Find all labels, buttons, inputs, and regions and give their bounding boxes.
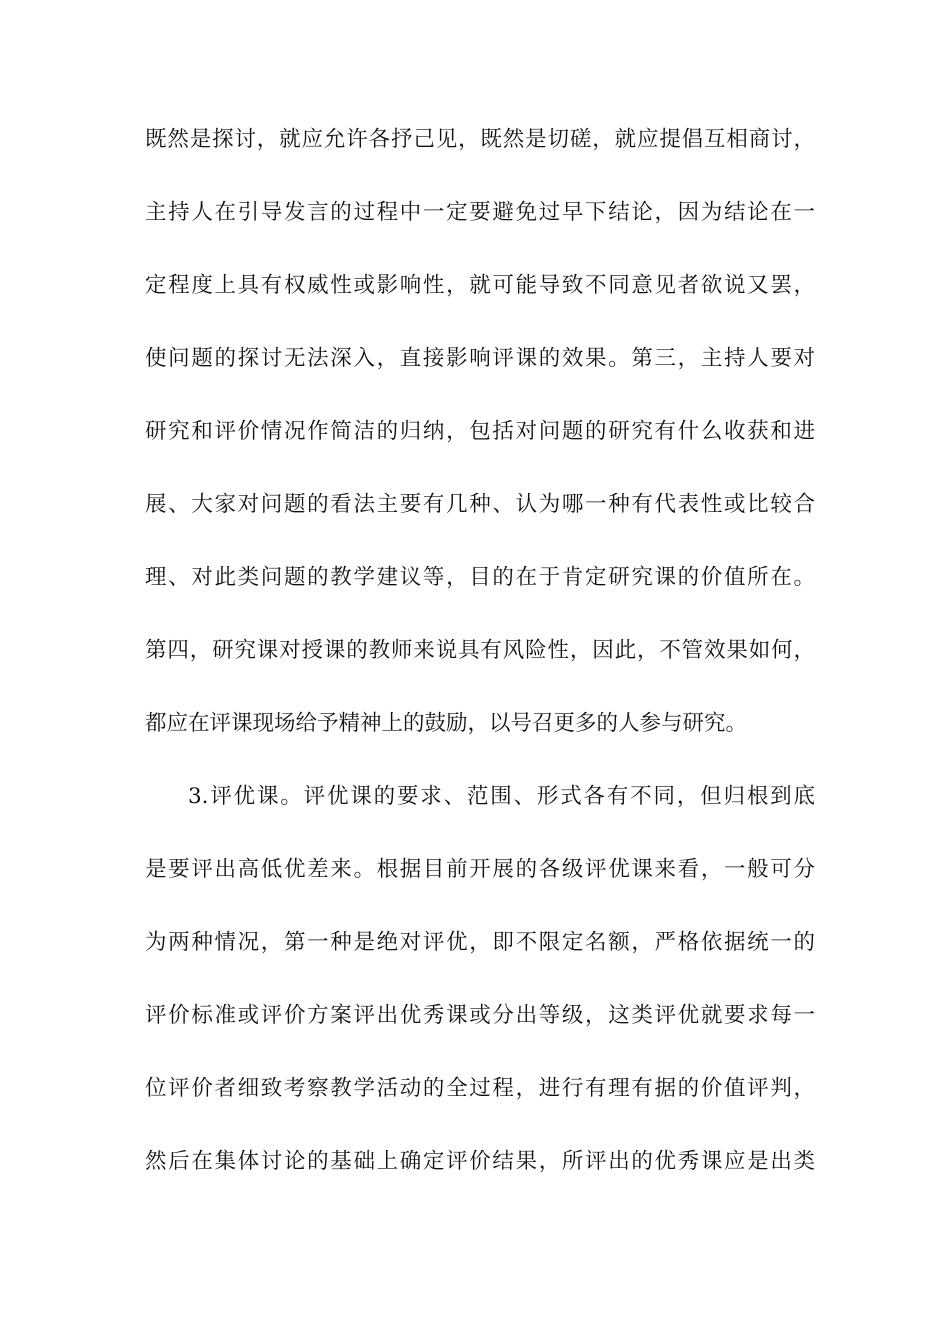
text-line: 理、对此类问题的教学建议等，目的在于肯定研究课的价值所在。 — [145, 565, 815, 590]
text-line: 都应在评课现场给予精神上的鼓励，以号召更多的人参与研究。 — [145, 711, 748, 736]
text-line: 评价标准或评价方案评出优秀课或分出等级，这类评优就要求每一 — [145, 1003, 815, 1028]
text-line: 然后在集体讨论的基础上确定评价结果，所评出的优秀课应是出类 — [145, 1149, 815, 1174]
text-line: 为两种情况，第一种是绝对评优，即不限定名额，严格依据统一的 — [145, 930, 815, 955]
text-line: 既然是探讨，就应允许各抒己见，既然是切磋，就应提倡互相商讨， — [145, 127, 815, 152]
text-line: 是要评出高低优差来。根据目前开展的各级评优课来看，一般可分 — [145, 857, 815, 882]
paragraph-start-line: 3.评优课。评优课的要求、范围、形式各有不同，但归根到底 — [188, 784, 815, 809]
text-line: 研究和评价情况作简洁的归纳，包括对问题的研究有什么收获和进 — [145, 419, 815, 444]
text-line: 展、大家对问题的看法主要有几种、认为哪一种有代表性或比较合 — [145, 492, 815, 517]
text-line: 主持人在引导发言的过程中一定要避免过早下结论，因为结论在一 — [145, 200, 815, 225]
body-text — [145, 128, 815, 1223]
text-line: 第四，研究课对授课的教师来说具有风险性，因此，不管效果如何， — [145, 638, 815, 663]
text-line: 使问题的探讨无法深入，直接影响评课的效果。第三，主持人要对 — [145, 346, 815, 371]
text-line: 位评价者细致考察教学活动的全过程，进行有理有据的价值评判， — [145, 1076, 815, 1101]
text-line: 定程度上具有权威性或影响性，就可能导致不同意见者欲说又罢， — [145, 273, 815, 298]
